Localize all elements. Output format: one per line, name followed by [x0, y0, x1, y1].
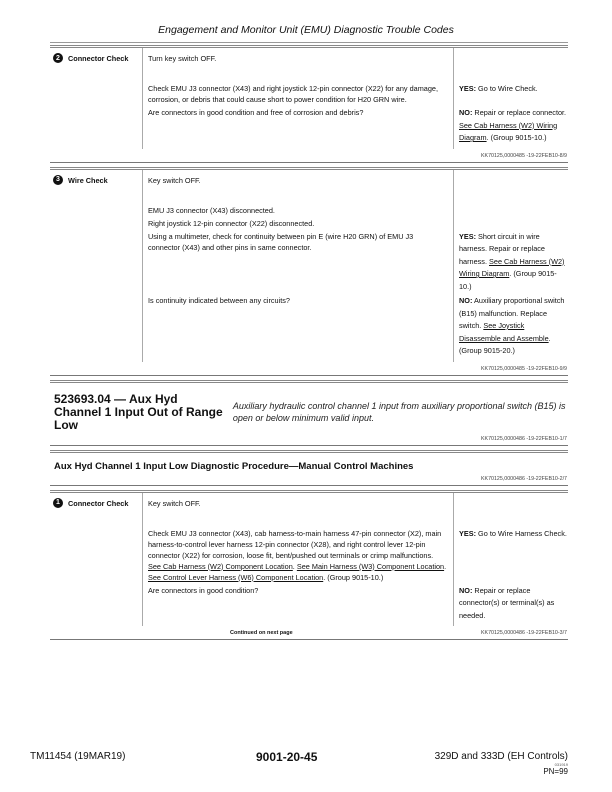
dtc-description: Auxiliary hydraulic control channel 1 input from auxiliary proportional switch (B15) is open or below minimum valid input.: [232, 400, 566, 423]
step-number-icon: 2: [53, 53, 63, 63]
page-header-title: Engagement and Monitor Unit (EMU) Diagnostic Trouble Codes: [158, 24, 454, 36]
step-question: Are connectors in good condition and free of corrosion and debris?: [142, 107, 453, 149]
procedure-block: [50, 450, 568, 486]
step-title: Connector Check: [68, 498, 129, 508]
doc-code: KK70125,0000486 -19-22FEB10-1/7: [481, 435, 567, 442]
wire-check-block: [50, 167, 568, 376]
control-lever-harness-location-link[interactable]: See Control Lever Harness (W6) Component Location: [148, 572, 324, 582]
yes-result: [453, 83, 568, 107]
step-label: [50, 170, 142, 362]
doc-code: KK70125,0000486 -19-22FEB10-3/7: [481, 630, 567, 636]
result-text: [453, 218, 568, 231]
no-text: Auxiliary proportional switch (B15) malfunction. Replace switch.: [459, 296, 565, 330]
main-harness-location-link[interactable]: See Main Harness (W3) Component Location: [296, 561, 445, 571]
block-footer: [50, 626, 568, 639]
step-label: [50, 493, 142, 627]
result-text: [453, 493, 568, 528]
step-text: Key switch OFF.: [142, 493, 453, 528]
group-ref: . (Group 9015-10.): [323, 572, 384, 582]
step-text: Key switch OFF.: [142, 170, 453, 205]
header-rule: [50, 42, 568, 43]
no-label: NO:: [459, 108, 473, 117]
separator: .: [444, 561, 447, 571]
no-result: [453, 107, 568, 149]
result-text: [453, 205, 568, 218]
date-code: 031919: [554, 762, 568, 767]
yes-result: [453, 528, 568, 585]
step-number-icon: 1: [53, 498, 63, 508]
pn-number: PN=99: [543, 767, 568, 776]
cab-harness-location-link[interactable]: See Cab Harness (W2) Component Location: [148, 561, 293, 571]
step-text: Check EMU J3 connector (X43) and right joystick 12-pin connector (X22) for any damage, corrosion, or debris that could cause short to power condition for H20 GRN wire.: [142, 83, 453, 107]
connector-check-block: [50, 45, 568, 163]
footer-right: [435, 751, 568, 776]
step-label: [50, 48, 142, 149]
step-text: Right joystick 12-pin connector (X22) disconnected.: [142, 218, 453, 231]
yes-label: YES:: [459, 84, 477, 93]
step-question: Are connectors in good condition?: [142, 585, 453, 627]
continued-note: Continued on next page: [230, 630, 293, 636]
group-ref: . (Group 9015-10.): [486, 133, 547, 142]
dtc-title: 523693.04 — Aux Hyd Channel 1 Input Out of Range Low: [54, 391, 223, 432]
no-text: Repair or replace connector(s) or terminal(s) as needed.: [459, 585, 555, 620]
group-ref: . (Group 9015-20.): [459, 333, 551, 355]
step-body: Check EMU J3 connector (X43), cab harness-to-main harness 47-pin connector (X2), main harness-to-control lever harness 12-pin connector (X28), and right control lever 12-pin connector (X22) for corrosion, loose fit, bent/pushed out terminals or crimp malfunctions.: [148, 528, 442, 560]
doc-code: KK70125,0000486 -19-22FEB10-2/7: [481, 475, 567, 482]
page-number: 9001-20-45: [256, 750, 318, 764]
doc-code: KK70125,0000485 -19-22FEB10-8/9: [481, 152, 567, 159]
connector-check-block: [50, 490, 568, 641]
yes-result: [453, 231, 568, 296]
yes-label: YES:: [459, 231, 477, 241]
dtc-block: [50, 380, 568, 446]
group-ref: . (Group 9015-10.): [459, 269, 557, 291]
wiring-diagram-link[interactable]: See Cab Harness (W2) Wiring Diagram: [459, 120, 558, 142]
yes-label: YES:: [459, 528, 477, 538]
page-content: [50, 45, 568, 644]
yes-text: Go to Wire Harness Check.: [476, 528, 567, 538]
step-text: EMU J3 connector (X43) disconnected.: [142, 205, 453, 218]
yes-text: Short circuit in wire harness. Repair or replace harness.: [459, 231, 545, 266]
wiring-diagram-link[interactable]: See Cab Harness (W2) Wiring Diagram: [459, 256, 565, 278]
step-title: Connector Check: [68, 54, 129, 63]
step-number-icon: 3: [53, 175, 63, 185]
step-question: Is continuity indicated between any circuits?: [142, 295, 453, 362]
step-text: Turn key switch OFF.: [142, 48, 453, 83]
separator: .: [292, 561, 297, 571]
doc-code: KK70125,0000485 -19-22FEB10-9/9: [481, 365, 567, 372]
result-text: [453, 170, 568, 205]
procedure-title: Aux Hyd Channel 1 Input Low Diagnostic Procedure—Manual Control Machines: [54, 460, 414, 472]
step-title: Wire Check: [68, 175, 108, 185]
yes-text: Go to Wire Check.: [476, 84, 538, 93]
no-result: [453, 295, 568, 362]
manual-id: TM11454 (19MAR19): [30, 751, 126, 762]
joystick-disassemble-link[interactable]: See Joystick Disassemble and Assemble: [459, 321, 549, 343]
result-text: [453, 48, 568, 83]
model-name: 329D and 333D (EH Controls): [434, 751, 568, 762]
step-text: Using a multimeter, check for continuity between pin E (wire H20 GRN) of EMU J3 connector (X43) and other pins in same connector.: [142, 231, 453, 296]
no-label: NO:: [459, 296, 473, 305]
no-label: NO:: [459, 585, 473, 595]
step-text: [142, 528, 453, 585]
no-text: Repair or replace connector.: [472, 108, 567, 117]
no-result: [453, 585, 568, 627]
